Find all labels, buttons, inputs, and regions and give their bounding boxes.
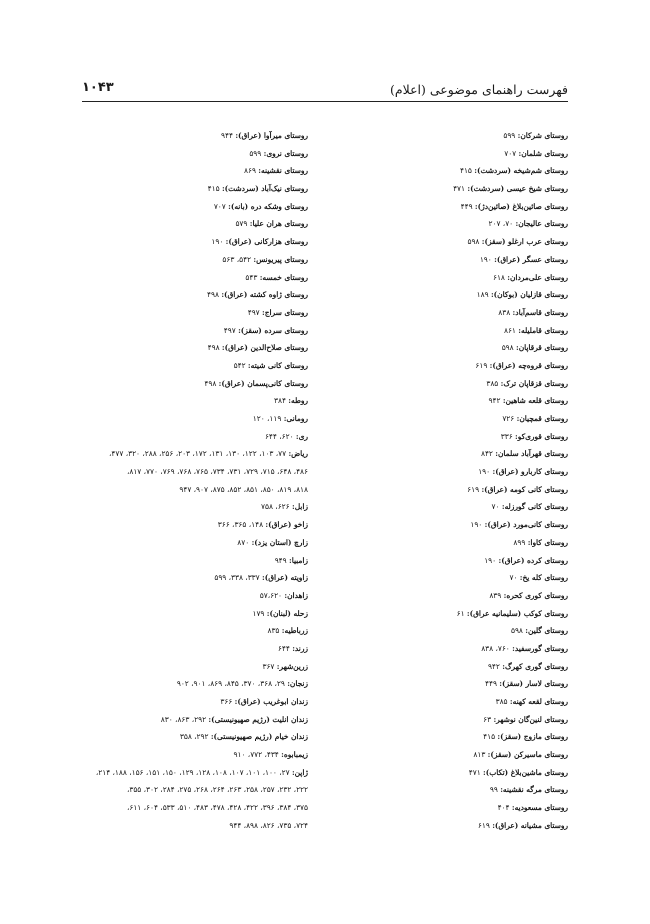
index-pages: ۸۶۱ xyxy=(503,325,516,335)
index-entry xyxy=(338,817,568,835)
index-pages: ۸۴۲ xyxy=(480,449,493,459)
index-entry xyxy=(338,605,568,623)
index-entry xyxy=(338,428,568,446)
index-pages: ۴۴۹ xyxy=(485,679,497,689)
index-term: روستای علی‌مردان: xyxy=(507,272,568,282)
index-term: روستای قمچیان: xyxy=(516,414,568,423)
index-term: روستای قزقاپان ترک: xyxy=(500,378,568,388)
index-term: زندان ابوغریب (عراق): xyxy=(234,697,308,706)
index-entry xyxy=(338,516,568,534)
index-term: روستای کله یخ: xyxy=(519,573,568,583)
index-term: روستای ژاوه کشته (عراق): xyxy=(221,290,308,300)
index-pages: ۲۹۲، ۳۵۸ xyxy=(179,732,209,742)
index-entry xyxy=(68,286,308,304)
index-pages: ۵۴۲ xyxy=(233,360,246,370)
index-entry xyxy=(338,746,568,764)
index-term: روستای قرقاپان: xyxy=(515,343,568,353)
index-pages: ۴۴۹ xyxy=(460,201,473,211)
index-entry xyxy=(338,180,568,198)
index-term: زحله (لبنان): xyxy=(266,608,308,618)
index-pages: ۳۳۷، ۳۳۸، ۵۹۹ xyxy=(214,573,260,583)
index-pages: ۶۱۹ xyxy=(475,360,488,370)
index-entry xyxy=(68,799,308,817)
index-entry xyxy=(68,728,308,746)
index-entry xyxy=(68,251,308,269)
index-pages: ۹۴۲ xyxy=(488,396,501,406)
index-pages: ۶۴۴ xyxy=(277,643,290,653)
index-pages: ۱۹۰ xyxy=(470,520,483,530)
index-pages: ۵۹۹ xyxy=(503,131,516,140)
index-entry xyxy=(338,481,568,499)
index-entry xyxy=(338,233,568,251)
index-entry xyxy=(338,145,568,163)
index-pages: ۵۴۲، ۵۶۳ xyxy=(222,254,252,264)
index-term: روستای کانی‌پسمان (عراق): xyxy=(218,378,308,388)
index-entry xyxy=(68,233,308,251)
index-term: ریاض: xyxy=(288,449,308,459)
index-term: روستای خمسه: xyxy=(259,272,308,282)
index-term: روستای شلمان: xyxy=(518,148,568,158)
index-term: روستای قهرآباد سلمان: xyxy=(495,449,568,459)
index-entry xyxy=(338,711,568,729)
index-term: روستای مرگه نقشینه: xyxy=(500,785,568,795)
index-pages: ۵۷۹ xyxy=(235,219,248,229)
index-term: روستای کرده (عراق): xyxy=(498,555,568,565)
index-pages: ۵۷،۶۲۰ xyxy=(259,590,283,600)
header-rule xyxy=(82,101,568,102)
index-pages: ۹۹ xyxy=(489,785,498,795)
index-pages: ۸۱۳ xyxy=(473,750,486,760)
index-term: زاویته (عراق): xyxy=(261,573,308,583)
index-pages: ۸۹۹ xyxy=(513,537,526,547)
index-entry xyxy=(338,339,568,357)
index-entry xyxy=(338,375,568,393)
index-pages: ۷۶۰، ۸۳۸ xyxy=(481,643,510,653)
index-entry xyxy=(338,392,568,410)
index-term: روستای عرب ارغلو (سقز): xyxy=(481,237,568,247)
index-term: روستای مشیانه (عراق): xyxy=(492,820,568,830)
index-pages: ۶۱۹ xyxy=(467,484,480,494)
index-term: زابل: xyxy=(291,502,308,512)
index-term: ری: xyxy=(295,431,308,441)
index-entry xyxy=(68,392,308,410)
index-entry xyxy=(68,693,308,711)
index-pages: ۴۹۸ xyxy=(204,378,217,388)
index-term: روستای پیریونس: xyxy=(253,254,308,264)
index-pages: ۷۲۶ xyxy=(502,414,515,423)
index-term: زرباطیه: xyxy=(281,626,308,636)
index-entry xyxy=(68,498,308,516)
index-term: روستای عسگر (عراق): xyxy=(494,254,568,264)
index-pages: ۴۰۴ xyxy=(497,803,510,813)
index-entry xyxy=(338,127,568,145)
index-pages: ۱۹۰ xyxy=(478,467,491,477)
index-entry xyxy=(338,693,568,711)
index-pages: ۱۴۸، ۳۶۵، ۳۶۶ xyxy=(217,520,264,530)
index-pages: ۴۷۱ xyxy=(453,184,465,194)
index-pages: ۶۲۰، ۶۴۴ xyxy=(264,431,294,441)
index-pages: ۳۸۴ xyxy=(274,396,286,406)
index-pages: ۷۰ xyxy=(491,502,500,512)
index-pages: ۳۸۵ xyxy=(486,378,499,388)
index-term: روستای گوری کهرگ: xyxy=(502,661,568,671)
index-entry xyxy=(68,587,308,605)
index-pages: ۱۷۹ xyxy=(252,608,265,618)
index-entry xyxy=(338,251,568,269)
index-entry xyxy=(68,198,308,216)
index-entry xyxy=(338,728,568,746)
index-entry xyxy=(68,410,308,428)
index-term: روستای کانی شیته: xyxy=(247,360,308,370)
index-pages: ۷۰ xyxy=(509,573,518,583)
index-term: روستای کوری کحره: xyxy=(503,590,568,600)
index-pages: ۵۹۸ xyxy=(467,237,480,247)
index-entry xyxy=(68,481,308,499)
index-entry xyxy=(68,746,308,764)
index-pages: ۸۳۸ xyxy=(498,307,511,317)
index-term: روستای هران علیا: xyxy=(249,219,308,229)
index-term: روستای میرآوا (عراق): xyxy=(235,131,308,140)
index-entry xyxy=(68,516,308,534)
index-term: روستای قاسم‌آباد: xyxy=(512,307,568,317)
index-pages: ۲۲۲، ۲۳۲، ۲۵۷، ۲۵۸، ۲۶۳، ۲۶۴، ۲۶۸، ۲۷۵، ۲۸۴، ۳۰۲، ۳۵۵، xyxy=(126,785,308,795)
index-pages: ۱۱۹، ۱۲۰ xyxy=(252,414,282,423)
index-entry xyxy=(338,498,568,516)
index-term: روستای گورسفید: xyxy=(512,643,568,653)
index-term: روستای لقعه کهنه: xyxy=(509,697,568,706)
index-entry xyxy=(338,569,568,587)
index-term: زرند: xyxy=(292,643,308,653)
index-pages: ۶۱۹ xyxy=(477,820,490,830)
index-pages: ۵۹۸ xyxy=(510,626,523,636)
index-pages: ۳۸۵ xyxy=(495,697,508,706)
index-term: زیمبابوه: xyxy=(281,750,308,760)
index-entry xyxy=(338,357,568,375)
index-pages: ۱۹۰ xyxy=(211,237,224,247)
index-pages: ۸۳۵ xyxy=(267,626,280,636)
index-entry xyxy=(68,764,308,782)
index-entry xyxy=(68,322,308,340)
index-entry xyxy=(68,428,308,446)
index-entry xyxy=(68,180,308,198)
index-entry xyxy=(68,622,308,640)
index-term: روستای وشکه دره (بانه): xyxy=(228,201,308,211)
index-term: زاخو (عراق): xyxy=(265,520,308,530)
index-entry xyxy=(338,410,568,428)
index-term: روستای مازوج (سقز): xyxy=(497,732,568,742)
index-pages: ۷۰، ۲۰۷ xyxy=(488,219,514,229)
index-term: روستای لنین‌گان نوشهر: xyxy=(493,714,568,724)
index-entry xyxy=(338,675,568,693)
index-entry xyxy=(68,162,308,180)
index-term: روستای صائین‌بلاغ (صائین‌دژ): xyxy=(474,201,568,211)
index-pages: ۸۷۰ xyxy=(237,537,250,547)
index-entry xyxy=(68,145,308,163)
index-entry xyxy=(338,215,568,233)
index-term: رومانی: xyxy=(283,414,308,423)
index-pages: ۳۶۷ xyxy=(262,661,275,671)
index-entry xyxy=(338,799,568,817)
index-entry xyxy=(68,781,308,799)
index-term: روستای سرده (سقز): xyxy=(238,325,308,335)
index-entry xyxy=(68,463,308,481)
index-pages: ۸۳۹ xyxy=(489,590,502,600)
index-entry xyxy=(338,269,568,287)
index-column-right xyxy=(338,127,568,835)
index-entry xyxy=(338,322,568,340)
index-pages: ۲۹، ۳۶۸، ۳۷۰، ۸۴۵، ۸۶۹، ۹۰۱، ۹۰۲ xyxy=(176,679,285,689)
index-term: روستای قاملیله: xyxy=(518,325,568,335)
index-term: روستای هزارکانی (عراق): xyxy=(225,237,308,247)
index-term: روطه: xyxy=(288,396,308,406)
index-term: روستای قازلیان (بوکان): xyxy=(490,290,568,300)
index-entry xyxy=(68,675,308,693)
index-pages: ۷۲۴، ۷۳۵، ۸۲۶، ۸۹۸، ۹۴۴ xyxy=(229,820,308,830)
index-entry xyxy=(68,658,308,676)
index-entry xyxy=(338,764,568,782)
index-pages: ۴۷۱ xyxy=(468,767,481,777)
index-term: روستای گلین: xyxy=(525,626,568,636)
index-term: روستای ماشین‌بلاغ (تکاب): xyxy=(483,767,568,777)
index-term: روستای کاوا: xyxy=(527,537,568,547)
index-pages: ۴۹۸ xyxy=(207,290,219,300)
index-entry xyxy=(68,605,308,623)
index-term: زارچ (استان یزد): xyxy=(251,537,308,547)
index-term: روستای قلعه شاهین: xyxy=(502,396,568,406)
index-pages: ۳۶۶ xyxy=(220,697,233,706)
index-entry xyxy=(338,445,568,463)
index-pages: ۴۹۷ xyxy=(247,307,260,317)
index-entry xyxy=(338,622,568,640)
index-entry xyxy=(68,552,308,570)
index-pages: ۴۹۷ xyxy=(223,325,236,335)
index-pages: ۱۹۰ xyxy=(479,254,492,264)
index-term: روستای کوکب (سلیمانیه عراق): xyxy=(466,608,568,618)
index-entry xyxy=(338,304,568,322)
index-term: روستای مسعودیه: xyxy=(511,803,568,813)
index-entry xyxy=(68,711,308,729)
index-pages: ۴۳۴، ۷۷۲، ۹۱۰ xyxy=(233,750,279,760)
index-pages: ۹۴۴ xyxy=(221,131,233,140)
index-pages: ۲۷، ۱۰۰، ۱۰۱، ۱۰۷، ۱۰۸، ۱۲۸، ۱۲۹، ۱۵۰، ۱۵۱، ۱۵۶، ۱۸۸، ۲۱۴، xyxy=(95,767,290,777)
index-term: روستای قروه‌چه (عراق): xyxy=(489,360,568,370)
index-pages: ۴۹۸ xyxy=(207,343,220,353)
index-entry xyxy=(338,286,568,304)
index-term: روستای کانی کومه (عراق): xyxy=(481,484,568,494)
index-entry xyxy=(338,162,568,180)
index-pages: ۹۴۲ xyxy=(487,661,500,671)
index-term: ژاپن: xyxy=(291,767,308,777)
index-pages: ۶۲۶، ۷۵۸ xyxy=(261,502,290,512)
index-term: زندان خیام (رژیم صهیونیستی): xyxy=(210,732,308,742)
index-pages: ۵۴۳ xyxy=(245,272,258,282)
index-entry xyxy=(68,339,308,357)
page-header xyxy=(82,80,568,102)
index-pages: ۷۰۷ xyxy=(213,201,226,211)
index-entry xyxy=(68,215,308,233)
index-entry xyxy=(68,640,308,658)
index-term: روستای کانی گورزله: xyxy=(501,502,568,512)
index-entry xyxy=(68,269,308,287)
index-term: روستای کانی‌مورد (عراق): xyxy=(484,520,568,530)
index-entry xyxy=(68,569,308,587)
index-pages: ۵۹۸ xyxy=(501,343,514,353)
index-pages: ۴۱۵ xyxy=(483,732,496,742)
index-term: روستای نقشینه: xyxy=(258,166,308,176)
index-entry xyxy=(338,587,568,605)
index-term: روستای لاسار (سقز): xyxy=(499,679,568,689)
index-term: روستای عالیجان: xyxy=(515,219,568,229)
index-pages: ۱۸۹ xyxy=(476,290,489,300)
index-term: روستای سراج: xyxy=(262,307,308,317)
index-pages: ۱۹۰ xyxy=(484,555,497,565)
index-pages: ۶۱ xyxy=(456,608,465,618)
index-pages: ۳۳۶ xyxy=(500,431,513,441)
index-pages: ۶۳ xyxy=(483,714,492,724)
index-entry xyxy=(68,304,308,322)
index-entry xyxy=(338,640,568,658)
index-pages: ۸۱۸، ۸۱۹، ۸۵۰، ۸۵۱، ۸۵۲، ۸۷۵، ۹۰۷، ۹۴۷ xyxy=(179,484,308,494)
index-term: زرین‌شهر: xyxy=(276,661,308,671)
index-entry xyxy=(338,781,568,799)
index-pages: ۷۰۷ xyxy=(504,148,517,158)
running-title: فهرست راهنمای موضوعی (اعلام) xyxy=(390,82,568,97)
index-pages: ۴۱۵ xyxy=(459,166,472,176)
index-pages: ۲۹۲، ۸۶۳، ۸۳۰ xyxy=(160,714,207,724)
index-pages: ۵۹۹ xyxy=(249,148,262,158)
index-term: زامبیا: xyxy=(288,555,308,565)
index-entry xyxy=(338,658,568,676)
index-term: روستای نیک‌آباد (سردشت): xyxy=(221,184,308,194)
index-pages: ۹۴۹ xyxy=(274,555,287,565)
index-entry xyxy=(68,445,308,463)
index-term: روستای شم‌شیخه (سردشت): xyxy=(474,166,568,176)
index-term: زندان انلیت (رژیم صهیونیستی): xyxy=(208,714,308,724)
index-term: روستای شیخ عیسی (سردشت): xyxy=(467,184,568,194)
index-term: روستای صلاح‌الدین (عراق): xyxy=(221,343,308,353)
index-pages: ۳۷۵، ۳۸۴، ۳۹۶، ۴۲۲، ۴۲۸، ۴۷۸، ۴۸۳، ۵۱۰، ۵۳۳، ۶۰۴، ۶۱۱، xyxy=(126,803,308,813)
index-entry xyxy=(338,463,568,481)
index-term: روستای نروی: xyxy=(263,148,308,158)
index-pages: ۷۷، ۱۰۳، ۱۲۲، ۱۳۰، ۱۳۱، ۱۷۲، ۲۰۳، ۲۵۶، ۲۸۸، ۳۲۰، ۴۷۷، xyxy=(109,449,287,459)
index-entry xyxy=(338,534,568,552)
index-entry xyxy=(338,552,568,570)
index-entry xyxy=(338,198,568,216)
index-term: روستای ماسیرکن (سقز): xyxy=(487,750,568,760)
index-entry xyxy=(68,817,308,835)
index-term: زنجان: xyxy=(287,679,308,689)
index-entry xyxy=(68,127,308,145)
index-term: روستای شرکان: xyxy=(517,131,568,140)
index-term: روستای قوری‌کو: xyxy=(515,431,568,441)
page-number: ۱۰۴۳ xyxy=(82,80,114,95)
index-entry xyxy=(68,534,308,552)
index-entry xyxy=(68,375,308,393)
index-entry xyxy=(68,357,308,375)
index-pages: ۴۸۶، ۶۴۸، ۷۱۵، ۷۲۹، ۷۳۱، ۷۳۴، ۷۶۵، ۷۶۸، ۷۶۹، ۷۷۰، ۸۱۷، xyxy=(126,467,308,477)
index-term: روستای کاربارو (عراق): xyxy=(492,467,568,477)
index-pages: ۶۱۸ xyxy=(492,272,505,282)
index-term: زاهدان: xyxy=(284,590,308,600)
index-pages: ۸۶۹ xyxy=(244,166,256,176)
index-column-left xyxy=(68,127,308,835)
index-pages: ۴۱۵ xyxy=(207,184,220,194)
